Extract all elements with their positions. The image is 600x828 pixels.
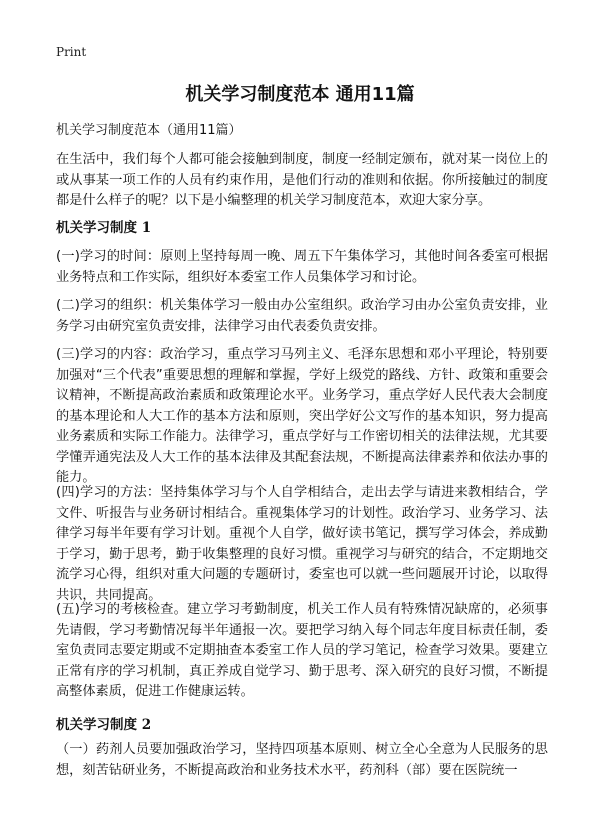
section-2-heading: 机关学习制度 2	[56, 717, 152, 733]
section-1-heading: 机关学习制度 1	[56, 220, 152, 236]
section-1-paragraph-2: (二)学习的组织：机关集体学习一般由办公室组织。政治学习由办公室负责安排，业务学习由研究室负责安排，法律学习由代表委负责安排。	[56, 298, 548, 334]
section-1-paragraph-4: (四)学习的方法：坚持集体学习与个人自学相结合，走出去学与请进来教相结合，学文件、听报告与业务研讨相结合。重视集体学习的计划性。政治学习、业务学习、法律学习每半年要有学习计划。重视个人自学，做好读书笔记，撰写学习体会，养成勤于学习，勤于思考，勤于收集整理的良好习惯。重视学习与研究的结合，不定期地交流学习心得，组织对重大问题的专题研讨，委室也可以就一些问题展开讨论，以取得共识，共同提高。	[56, 485, 548, 603]
section-1-paragraph-3: (三)学习的内容：政治学习，重点学习马列主义、毛泽东思想和邓小平理论，特别要加强对“三个代表”重要思想的理解和掌握，学好上级党的路线、方针、政策和重要会议精神，不断提高政治素质和政策理论水平。业务学习，重点学好人民代表大会制度的基本理论和人大工作的基本方法和原则，突出学好公文写作的基本知识，努力提高业务素质和实际工作能力。法律学习，重点学好与工作密切相关的法律法规，尤其要学懂弄通宪法及人大工作的基本法律及其配套法规，不断提高法律素养和依法办事的能力。	[56, 347, 548, 485]
document-title: 机关学习制度范本 通用11篇	[185, 84, 415, 105]
section-2-paragraph-1: （一）药剂人员要加强政治学习，坚持四项基本原则、树立全心全意为人民服务的思想，刻苦钻研业务，不断提高政治和业务技术水平，药剂科（部）要在医院统一	[56, 742, 548, 778]
document-subtitle: 机关学习制度范本（通用11篇）	[56, 123, 242, 138]
intro-paragraph: 在生活中，我们每个人都可能会接触到制度，制度一经制定颁布，就对某一岗位上的或从事某一项工作的人员有约束作用，是他们行动的准则和依据。你所接触过的制度都是什么样子的呢？以下是小编整理的机关学习制度范本，欢迎大家分享。	[56, 152, 548, 208]
print-label[interactable]: Print	[56, 45, 87, 59]
section-1-paragraph-1: (一)学习的时间：原则上坚持每周一晚、周五下午集体学习，其他时间各委室可根据业务特点和工作实际，组织好本委室工作人员集体学习和讨论。	[56, 249, 548, 285]
section-1-paragraph-5: (五)学习的考核检查。建立学习考勤制度，机关工作人员有特殊情况缺席的，必须事先请假，学习考勤情况每半年通报一次。要把学习纳入每个同志年度目标责任制，委室负责同志要定期或不定期抽查本委室工作人员的学习笔记，检查学习效果。要建立正常有序的学习机制，真正养成自觉学习、勤于思考、深入研究的良好习惯，不断提高整体素质，促进工作健康运转。	[56, 602, 548, 699]
